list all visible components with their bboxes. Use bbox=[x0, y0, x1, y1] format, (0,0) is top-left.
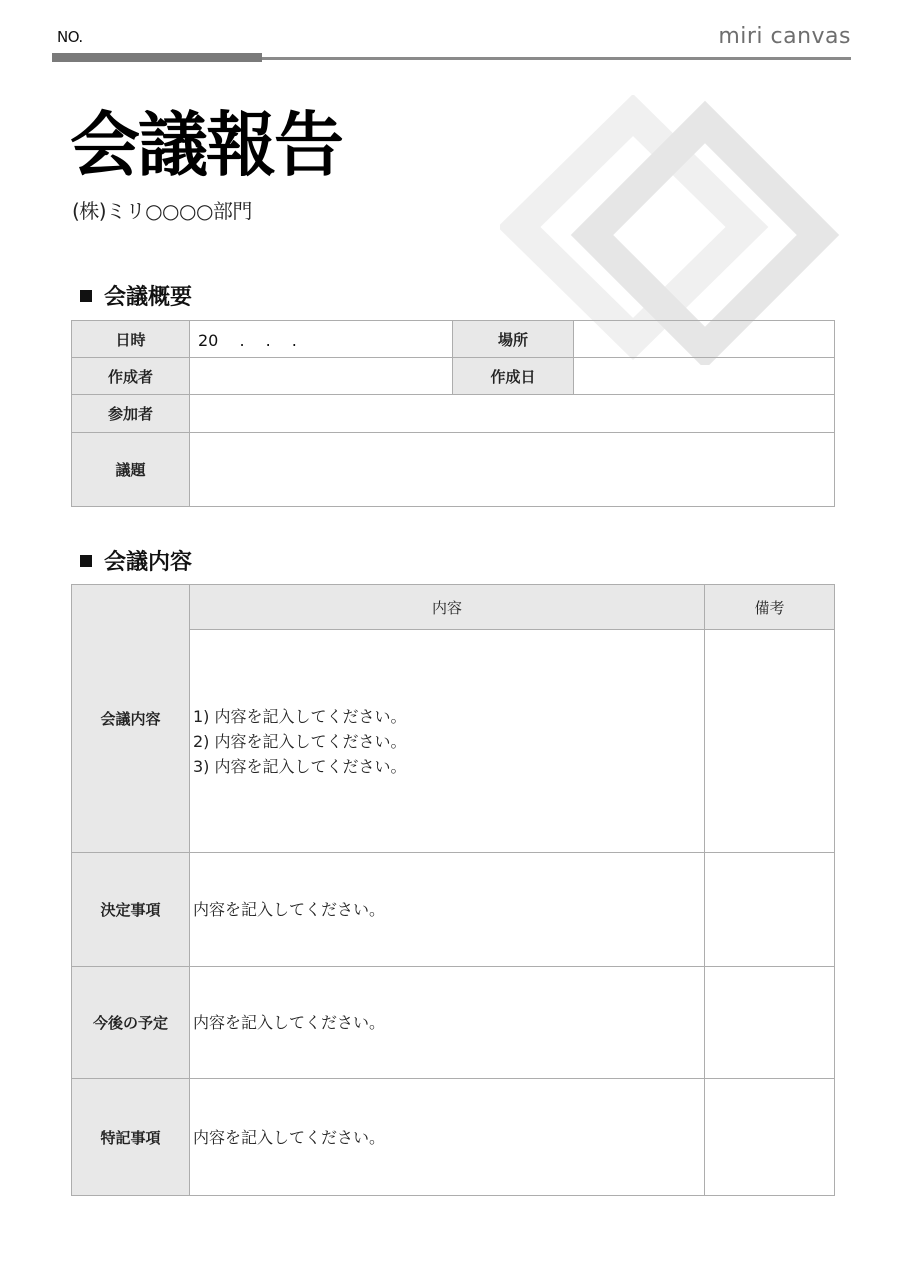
datetime-label: 日時 bbox=[72, 321, 190, 358]
section-heading-details bbox=[80, 545, 192, 576]
table-row bbox=[72, 433, 835, 507]
content-line: 1) 内容を記入してください。 bbox=[193, 706, 407, 726]
details-table bbox=[71, 584, 835, 1196]
overview-table bbox=[71, 320, 835, 507]
section-title: 会議内容 bbox=[104, 550, 193, 575]
decisions-field[interactable]: 内容を記入してください。 bbox=[190, 853, 705, 967]
meeting-content-field[interactable] bbox=[190, 630, 705, 853]
meeting-content-remarks-field[interactable] bbox=[705, 630, 835, 853]
meeting-content-label: 会議内容 bbox=[72, 585, 190, 853]
author-label: 作成者 bbox=[72, 358, 190, 395]
special-notes-label: 特記事項 bbox=[72, 1079, 190, 1196]
author-field[interactable] bbox=[190, 358, 453, 395]
section-title: 会議概要 bbox=[104, 285, 193, 310]
table-row bbox=[72, 1079, 835, 1196]
square-bullet-icon bbox=[80, 290, 92, 302]
section-heading-overview bbox=[80, 280, 192, 311]
table-row bbox=[72, 853, 835, 967]
table-header-row bbox=[72, 585, 835, 630]
department-subtitle: (株)ミリ○○○○部門 bbox=[72, 199, 252, 223]
future-plans-remarks-field[interactable] bbox=[705, 967, 835, 1079]
table-row bbox=[72, 967, 835, 1079]
table-row bbox=[72, 321, 835, 358]
future-plans-label: 今後の予定 bbox=[72, 967, 190, 1079]
square-bullet-icon bbox=[80, 555, 92, 567]
table-row bbox=[72, 358, 835, 395]
agenda-label: 議題 bbox=[72, 433, 190, 507]
special-notes-remarks-field[interactable] bbox=[705, 1079, 835, 1196]
column-header-content: 内容 bbox=[190, 585, 705, 630]
place-label: 場所 bbox=[453, 321, 574, 358]
header-accent-bar bbox=[52, 53, 262, 62]
created-date-field[interactable] bbox=[574, 358, 835, 395]
content-line: 3) 内容を記入してください。 bbox=[193, 756, 407, 776]
special-notes-field[interactable]: 内容を記入してください。 bbox=[190, 1079, 705, 1196]
datetime-field[interactable]: 20 . . . bbox=[190, 321, 453, 358]
participants-field[interactable] bbox=[190, 395, 835, 433]
future-plans-field[interactable]: 内容を記入してください。 bbox=[190, 967, 705, 1079]
brand-logo: miri canvas bbox=[718, 24, 851, 49]
created-date-label: 作成日 bbox=[453, 358, 574, 395]
agenda-field[interactable] bbox=[190, 433, 835, 507]
table-row bbox=[72, 395, 835, 433]
decisions-label: 決定事項 bbox=[72, 853, 190, 967]
header-divider bbox=[262, 57, 851, 60]
place-field[interactable] bbox=[574, 321, 835, 358]
content-line: 2) 内容を記入してください。 bbox=[193, 731, 407, 751]
page-title: 会議報告 bbox=[70, 104, 342, 186]
document-number-label: NO. bbox=[57, 28, 83, 46]
decisions-remarks-field[interactable] bbox=[705, 853, 835, 967]
participants-label: 参加者 bbox=[72, 395, 190, 433]
column-header-remarks: 備考 bbox=[705, 585, 835, 630]
